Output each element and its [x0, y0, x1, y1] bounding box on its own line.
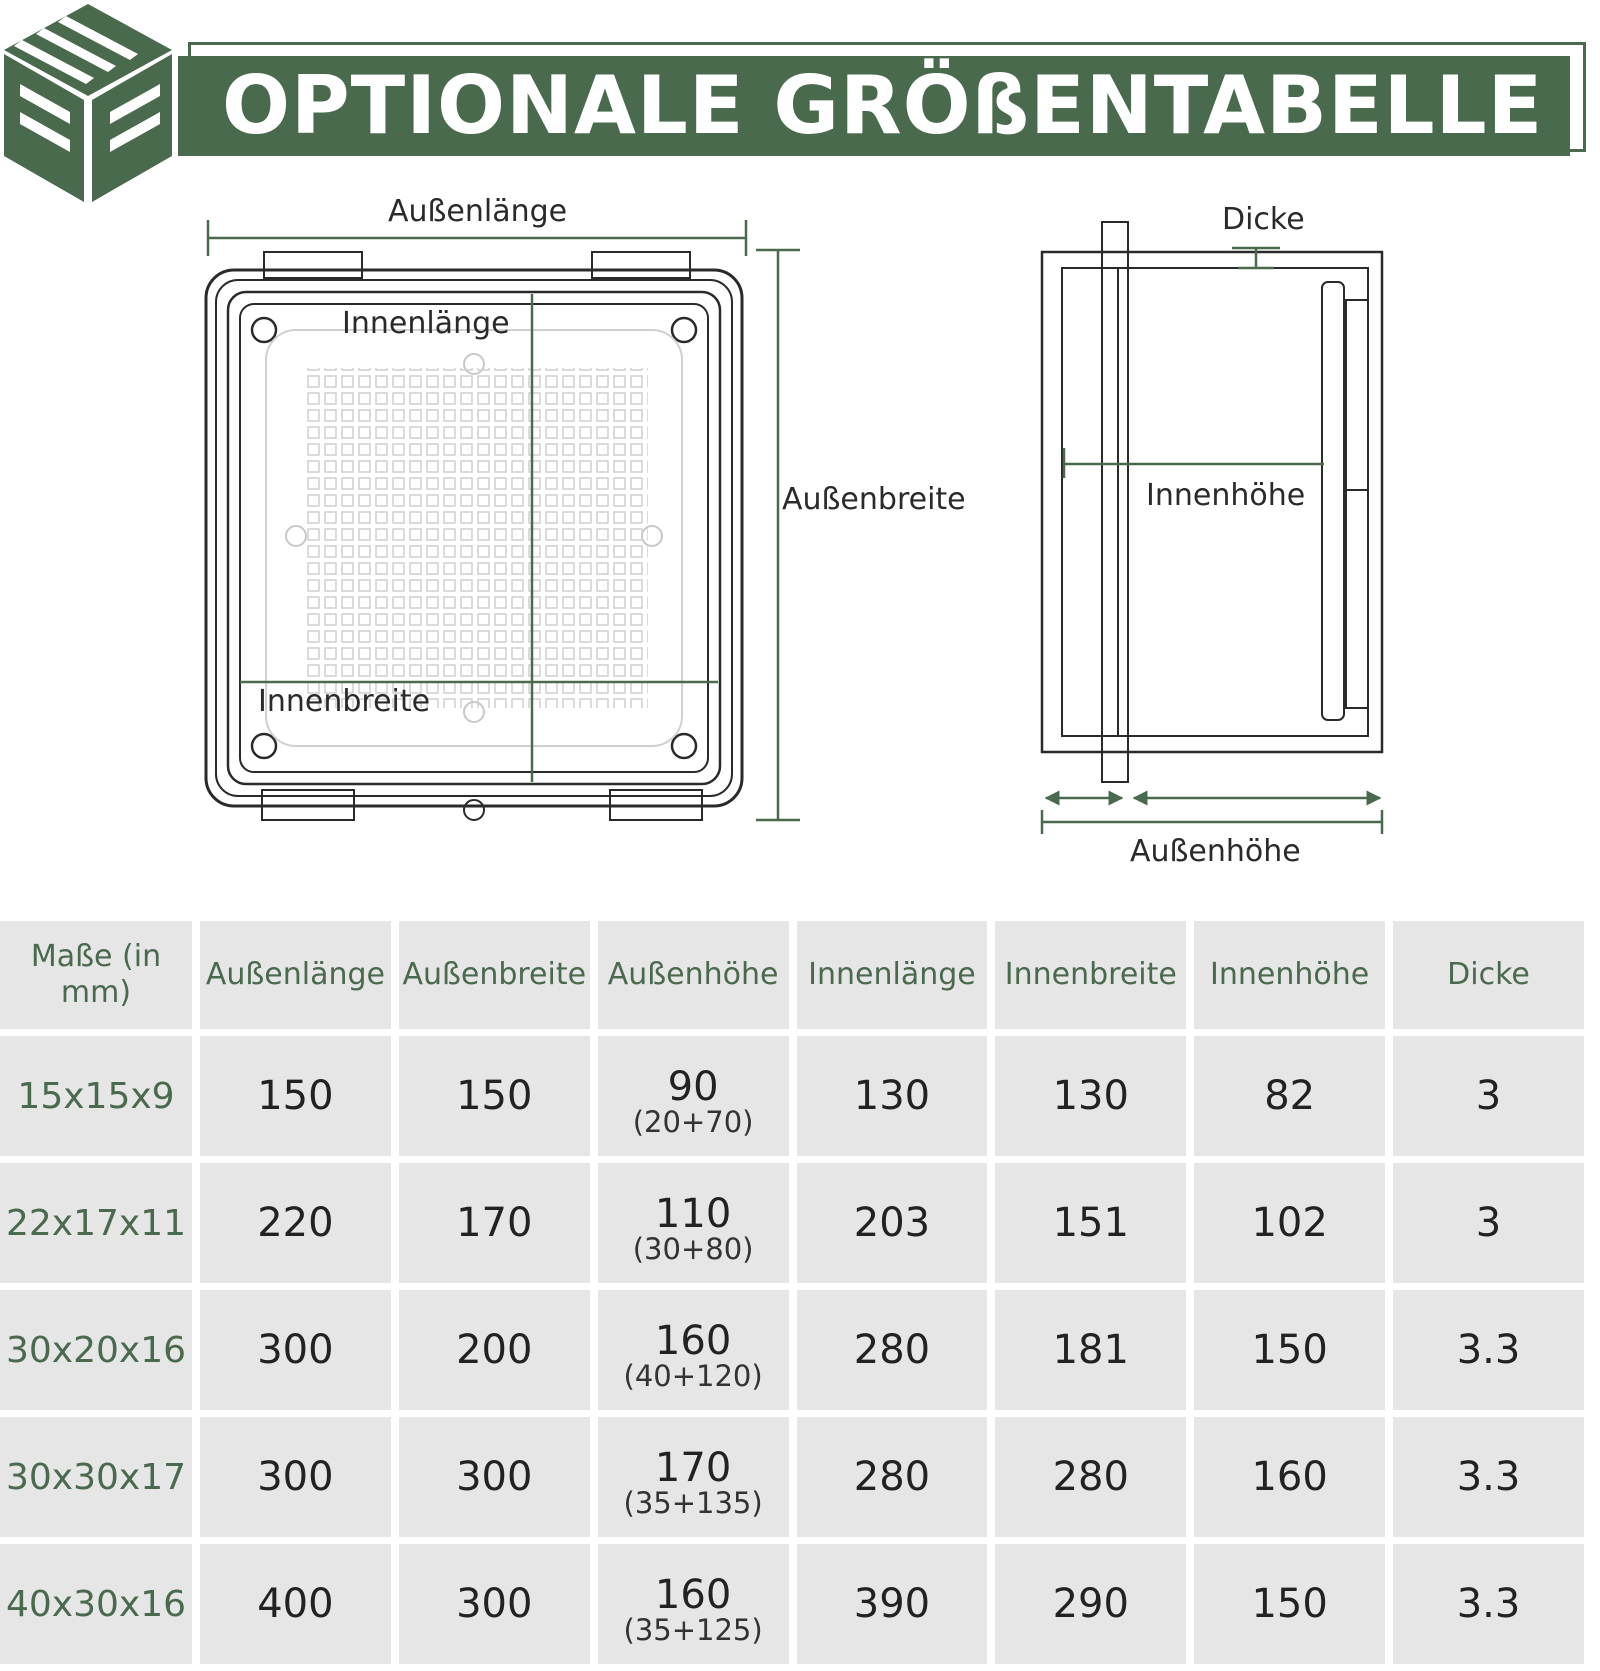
row-label: 40x30x16 [0, 1544, 192, 1664]
header-inner-length: Innenlänge [797, 921, 988, 1029]
table-row [0, 1163, 1584, 1283]
cell-thickness: 3 [1393, 1036, 1584, 1156]
cell-outer-height-value: 90 [667, 1064, 719, 1110]
cell-outer-height-detail: (35+135) [623, 1486, 763, 1520]
cell-inner-length: 280 [797, 1290, 988, 1410]
cell-outer-height-detail: (40+120) [623, 1359, 763, 1393]
page-title: OPTIONALE GRÖßENTABELLE [222, 59, 1544, 152]
cell-outer-width: 300 [399, 1417, 590, 1537]
row-label: 15x15x9 [0, 1036, 192, 1156]
cell-outer-length: 400 [200, 1544, 391, 1664]
cell-outer-height-detail: (20+70) [632, 1105, 754, 1139]
cell-inner-height: 150 [1194, 1544, 1385, 1664]
cell-inner-width: 290 [995, 1544, 1186, 1664]
cell-outer-width: 170 [399, 1163, 590, 1283]
cell-outer-height [598, 1290, 789, 1410]
cell-inner-height: 102 [1194, 1163, 1385, 1283]
label-outer-length: Außenlänge [388, 194, 568, 229]
cell-thickness: 3.3 [1393, 1544, 1584, 1664]
cell-outer-length: 300 [200, 1290, 391, 1410]
table-row [0, 1036, 1584, 1156]
cell-outer-height-value: 110 [654, 1191, 732, 1237]
cell-outer-height-detail: (30+80) [632, 1232, 754, 1266]
dimension-diagram [0, 190, 1600, 880]
cell-outer-height [598, 1417, 789, 1537]
cell-outer-height-value: 170 [654, 1445, 732, 1491]
table-row [0, 1544, 1584, 1664]
header-inner-width: Innenbreite [995, 921, 1186, 1029]
cell-outer-width: 300 [399, 1544, 590, 1664]
label-inner-length: Innenlänge [342, 306, 510, 341]
cell-outer-height-value: 160 [654, 1318, 732, 1364]
cell-thickness: 3.3 [1393, 1290, 1584, 1410]
label-inner-height: Innenhöhe [1146, 478, 1306, 513]
cell-inner-width: 280 [995, 1417, 1186, 1537]
cell-outer-height [598, 1163, 789, 1283]
cell-inner-height: 150 [1194, 1290, 1385, 1410]
cell-inner-width: 151 [995, 1163, 1186, 1283]
cell-thickness: 3.3 [1393, 1417, 1584, 1537]
cell-outer-height [598, 1544, 789, 1664]
cell-outer-length: 220 [200, 1163, 391, 1283]
table-header-row [0, 921, 1584, 1029]
table-row [0, 1290, 1584, 1410]
header-outer-length: Außenlänge [200, 921, 391, 1029]
table-body [0, 1036, 1584, 1664]
cell-inner-length: 130 [797, 1036, 988, 1156]
cell-inner-length: 280 [797, 1417, 988, 1537]
cell-inner-length: 203 [797, 1163, 988, 1283]
cell-inner-length: 390 [797, 1544, 988, 1664]
label-thickness: Dicke [1222, 202, 1305, 237]
cell-inner-height: 82 [1194, 1036, 1385, 1156]
side-dimensions [1042, 248, 1382, 834]
cell-outer-height-detail: (35+125) [623, 1613, 763, 1647]
label-outer-height: Außenhöhe [1130, 834, 1301, 869]
header-inner-height: Innenhöhe [1194, 921, 1385, 1029]
cell-outer-height [598, 1036, 789, 1156]
cell-inner-width: 130 [995, 1036, 1186, 1156]
cell-outer-width: 150 [399, 1036, 590, 1156]
mounting-grid [304, 368, 648, 708]
cell-outer-width: 200 [399, 1290, 590, 1410]
header-outer-height: Außenhöhe [598, 921, 789, 1029]
row-label: 22x17x11 [0, 1163, 192, 1283]
header-thickness: Dicke [1393, 921, 1584, 1029]
row-label: 30x20x16 [0, 1290, 192, 1410]
cell-inner-height: 160 [1194, 1417, 1385, 1537]
cell-outer-length: 300 [200, 1417, 391, 1537]
size-table [0, 914, 1592, 1671]
header-outer-width: Außenbreite [399, 921, 590, 1029]
label-inner-width: Innenbreite [258, 684, 431, 719]
cell-outer-length: 150 [200, 1036, 391, 1156]
label-outer-width: Außenbreite [782, 482, 966, 517]
header-dimensions: Maße (in mm) [0, 921, 192, 1029]
cell-outer-height-value: 160 [654, 1572, 732, 1618]
cube-logo-icon [0, 0, 180, 205]
cell-inner-width: 181 [995, 1290, 1186, 1410]
row-label: 30x30x17 [0, 1417, 192, 1537]
cell-thickness: 3 [1393, 1163, 1584, 1283]
table-row [0, 1417, 1584, 1537]
